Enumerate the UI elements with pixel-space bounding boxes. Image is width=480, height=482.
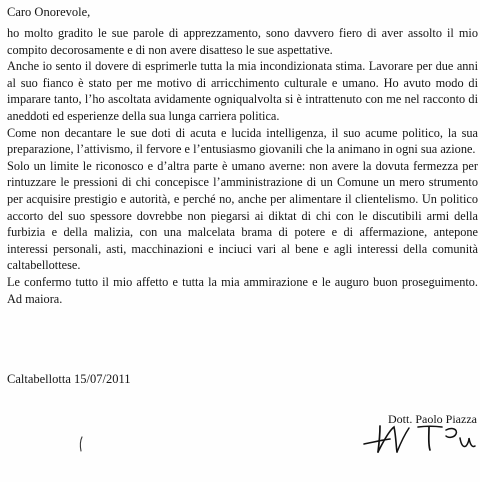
paragraph-closing: Le confermo tutto il mio affetto e tutta la mia ammirazione e le auguro buon proseguimento. Ad maiora. [7,274,478,306]
letter-body [7,25,478,307]
signer-name: Dott. Paolo Piazza [388,412,477,426]
greeting: Caro Onorevole, [7,5,91,19]
handwritten-signature [360,418,478,456]
paragraph-limit: Solo un limite le riconosco e d’altra parte è umano averne: non avere la dovuta fermezza per rintuzzare le pressioni di chi concepisce l’amministrazione di un Comune un mero strumento per acquisire prestigio e autorità, e perché no, anche per alimentare il clientelismo. Un politico accorto del suo spessore dovrebbe non piegarsi ai diktat di chi con le discutibili armi della furbizia e della malizia, con una malcelata brama di potere e di affermazione, antepone interessi personali, asti, macchinazioni e inciuci vari al bene e agli interessi della comunità caltabellottese. [7,158,478,273]
paragraph-qualities: Come non decantare le sue doti di acuta e lucida intelligenza, il suo acume politico, la sua preparazione, l’attivismo, il fervore e l’entusiasmo giovanili che la animano in ogni sua azione. [7,125,478,157]
stray-pen-mark [78,436,84,452]
paragraph-esteem: Anche io sento il dovere di esprimerle tutta la mia incondizionata stima. Lavorare per due anni al suo fianco è stato per me motivo di arricchimento culturale e umano. Ho avuto modo di imparare tanto, l’ho ascoltata avidamente ogniqualvolta si è intrattenuto con me nel racconto di aneddoti ed esperienze della sua lunga carriera politica. [7,59,478,123]
place-date: Caltabellotta 15/07/2011 [7,372,131,386]
paragraph-thanks: ho molto gradito le sue parole di apprezzamento, sono davvero fiero di aver assolto il mio compito decorosamente e di non avere disatteso le sue aspettative. [7,26,478,57]
